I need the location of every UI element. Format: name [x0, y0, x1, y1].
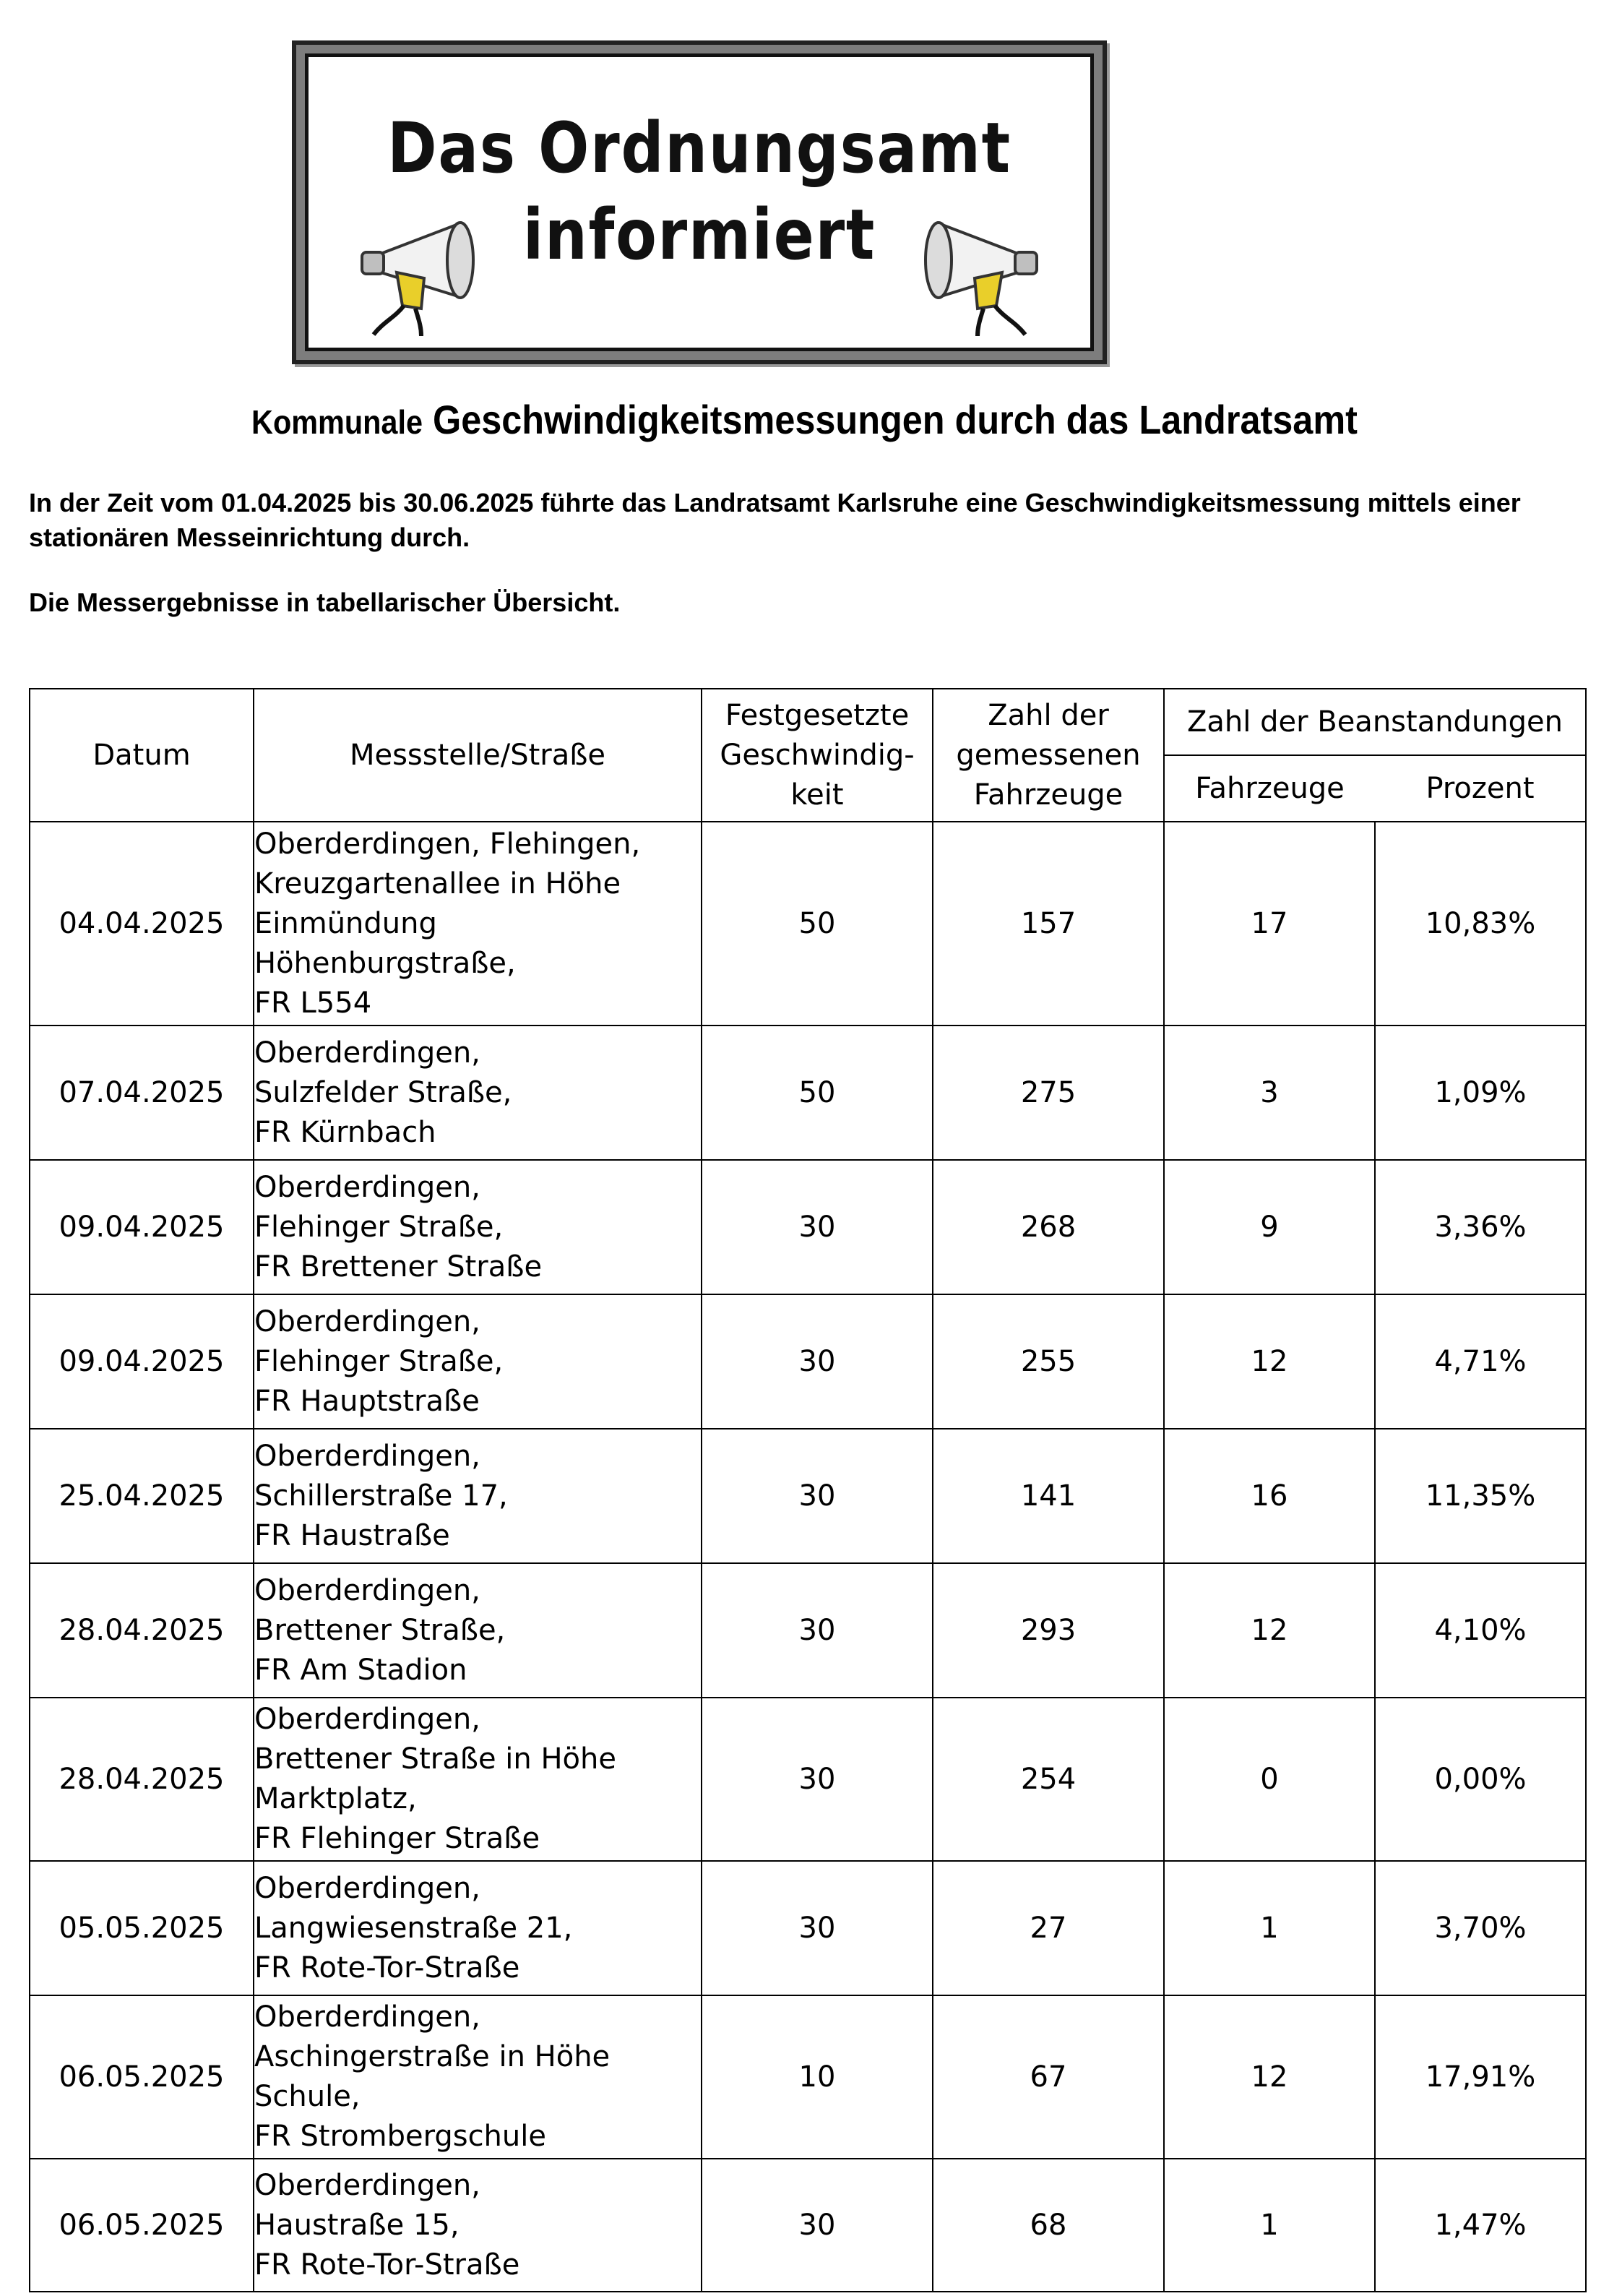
location-line: Oberderdingen,	[254, 1703, 480, 1736]
count-header-line: Fahrzeuge	[973, 778, 1123, 812]
location-line: Höhenburgstraße,	[254, 946, 516, 980]
column-header-measured-vehicles	[933, 689, 1164, 822]
cell-speed-limit: 30	[702, 2159, 933, 2292]
cell-measured-vehicles: 268	[933, 1160, 1164, 1294]
cell-location	[254, 1294, 702, 1429]
cell-date: 28.04.2025	[30, 1563, 254, 1698]
cell-location	[254, 2159, 702, 2292]
cell-violations: 12	[1164, 1294, 1375, 1429]
location-line: FR L554	[254, 986, 372, 1020]
location-line: Oberderdingen,	[254, 2168, 480, 2202]
cell-percent: 3,70%	[1375, 1861, 1586, 1995]
cell-speed-limit: 30	[702, 1160, 933, 1294]
cell-speed-limit: 30	[702, 1563, 933, 1698]
cell-percent: 1,47%	[1375, 2159, 1586, 2292]
table-row	[30, 1294, 1586, 1429]
intro-paragraph: In der Zeit vom 01.04.2025 bis 30.06.2025 führte das Landratsamt Karlsruhe eine Geschwindigkeitsmessung mittels einer stationären Messeinrichtung durch.	[29, 488, 1521, 552]
location-line: Oberderdingen, Flehingen,	[254, 827, 641, 861]
cell-location	[254, 1861, 702, 1995]
page-title-main: Geschwindigkeitsmessungen durch das Landratsamt	[432, 397, 1358, 442]
location-line: FR Flehinger Straße	[254, 1822, 540, 1855]
megaphone-icon	[910, 216, 1047, 339]
location-line: Langwiesenstraße 21,	[254, 1911, 573, 1945]
location-line: Haustraße 15,	[254, 2208, 460, 2242]
cell-violations: 1	[1164, 1861, 1375, 1995]
cell-location	[254, 1026, 702, 1160]
cell-location	[254, 1698, 702, 1861]
location-line: FR Haustraße	[254, 1518, 450, 1552]
measurement-results-table	[29, 688, 1587, 2292]
location-line: FR Rote-Tor-Straße	[254, 1951, 520, 1985]
cell-violations: 12	[1164, 1563, 1375, 1698]
cell-speed-limit: 30	[702, 1861, 933, 1995]
cell-measured-vehicles: 141	[933, 1429, 1164, 1563]
table-row	[30, 1563, 1586, 1698]
count-header-line: Zahl der	[988, 698, 1109, 732]
column-header-violation-vehicles: Fahrzeuge	[1164, 755, 1375, 822]
speed-header-line: keit	[790, 778, 844, 812]
cell-date: 25.04.2025	[30, 1429, 254, 1563]
table-row	[30, 1995, 1586, 2159]
cell-percent: 4,71%	[1375, 1294, 1586, 1429]
megaphone-icon	[352, 216, 489, 339]
cell-measured-vehicles: 157	[933, 822, 1164, 1026]
location-line: FR Strombergschule	[254, 2120, 546, 2153]
cell-percent: 1,09%	[1375, 1026, 1586, 1160]
cell-speed-limit: 10	[702, 1995, 933, 2159]
cell-location	[254, 1429, 702, 1563]
table-row	[30, 1861, 1586, 1995]
table-row	[30, 1429, 1586, 1563]
cell-violations: 16	[1164, 1429, 1375, 1563]
cell-date: 28.04.2025	[30, 1698, 254, 1861]
location-line: Aschingerstraße in Höhe	[254, 2040, 611, 2073]
location-line: Brettener Straße,	[254, 1613, 506, 1647]
location-line: Oberderdingen,	[254, 1573, 480, 1607]
cell-measured-vehicles: 27	[933, 1861, 1164, 1995]
location-line: Schillerstraße 17,	[254, 1479, 508, 1513]
table-row	[30, 822, 1586, 1026]
cell-violations: 12	[1164, 1995, 1375, 2159]
cell-violations: 3	[1164, 1026, 1375, 1160]
cell-measured-vehicles: 275	[933, 1026, 1164, 1160]
location-line: Einmündung	[254, 906, 437, 940]
cell-measured-vehicles: 67	[933, 1995, 1164, 2159]
location-line: Flehinger Straße,	[254, 1344, 504, 1378]
cell-measured-vehicles: 293	[933, 1563, 1164, 1698]
table-body	[30, 822, 1586, 2292]
cell-date: 07.04.2025	[30, 1026, 254, 1160]
column-header-violation-percent: Prozent	[1375, 755, 1586, 822]
cell-violations: 17	[1164, 822, 1375, 1026]
location-line: Brettener Straße in Höhe	[254, 1742, 616, 1776]
location-line: Oberderdingen,	[254, 2000, 480, 2034]
location-line: FR Brettener Straße	[254, 1250, 543, 1284]
location-line: Schule,	[254, 2080, 361, 2113]
location-line: Oberderdingen,	[254, 1036, 480, 1070]
table-caption: Die Messergebnisse in tabellarischer Übersicht.	[29, 588, 621, 617]
location-line: FR Hauptstraße	[254, 1384, 480, 1418]
location-line: Sulzfelder Straße,	[254, 1075, 512, 1109]
cell-date: 09.04.2025	[30, 1294, 254, 1429]
location-line: FR Kürnbach	[254, 1115, 436, 1149]
speed-header-line: Festgesetzte	[725, 698, 910, 732]
location-line: Oberderdingen,	[254, 1439, 480, 1473]
cell-location	[254, 1995, 702, 2159]
location-line: FR Am Stadion	[254, 1653, 467, 1687]
cell-measured-vehicles: 254	[933, 1698, 1164, 1861]
cell-percent: 17,91%	[1375, 1995, 1586, 2159]
cell-date: 06.05.2025	[30, 1995, 254, 2159]
location-line: Oberderdingen,	[254, 1304, 480, 1338]
cell-speed-limit: 30	[702, 1429, 933, 1563]
count-header-line: gemessenen	[956, 738, 1141, 772]
cell-percent: 4,10%	[1375, 1563, 1586, 1698]
logo-title-line1: Das Ordnungsamt	[387, 108, 1011, 189]
cell-violations: 9	[1164, 1160, 1375, 1294]
location-line: Flehinger Straße,	[254, 1210, 504, 1244]
cell-violations: 0	[1164, 1698, 1375, 1861]
column-header-speed-limit	[702, 689, 933, 822]
cell-date: 09.04.2025	[30, 1160, 254, 1294]
location-line: Marktplatz,	[254, 1782, 417, 1815]
table-row	[30, 1698, 1586, 1861]
location-line: Oberderdingen,	[254, 1170, 480, 1204]
column-header-date: Datum	[30, 689, 254, 822]
cell-measured-vehicles: 68	[933, 2159, 1164, 2292]
speed-header-line: Geschwindig-	[720, 738, 915, 772]
cell-speed-limit: 50	[702, 822, 933, 1026]
cell-location	[254, 822, 702, 1026]
logo-title-line2: informiert	[522, 194, 876, 275]
location-line: Oberderdingen,	[254, 1871, 480, 1905]
cell-percent: 3,36%	[1375, 1160, 1586, 1294]
page-title-prefix: Kommunale	[251, 403, 423, 441]
logo-panel	[305, 53, 1094, 351]
cell-date: 04.04.2025	[30, 822, 254, 1026]
cell-speed-limit: 30	[702, 1698, 933, 1861]
cell-violations: 1	[1164, 2159, 1375, 2292]
page-title	[80, 396, 1528, 443]
column-header-complaints: Zahl der Beanstandungen	[1164, 689, 1586, 755]
cell-location	[254, 1160, 702, 1294]
cell-measured-vehicles: 255	[933, 1294, 1164, 1429]
ordnungsamt-logo	[292, 40, 1107, 364]
table-row	[30, 1160, 1586, 1294]
location-line: Kreuzgartenallee in Höhe	[254, 867, 621, 900]
table-row	[30, 1026, 1586, 1160]
location-line: FR Rote-Tor-Straße	[254, 2248, 520, 2282]
cell-date: 05.05.2025	[30, 1861, 254, 1995]
table-row	[30, 2159, 1586, 2292]
column-header-location: Messstelle/Straße	[254, 689, 702, 822]
cell-location	[254, 1563, 702, 1698]
cell-date: 06.05.2025	[30, 2159, 254, 2292]
cell-speed-limit: 30	[702, 1294, 933, 1429]
cell-percent: 10,83%	[1375, 822, 1586, 1026]
cell-percent: 11,35%	[1375, 1429, 1586, 1563]
cell-percent: 0,00%	[1375, 1698, 1586, 1861]
cell-speed-limit: 50	[702, 1026, 933, 1160]
